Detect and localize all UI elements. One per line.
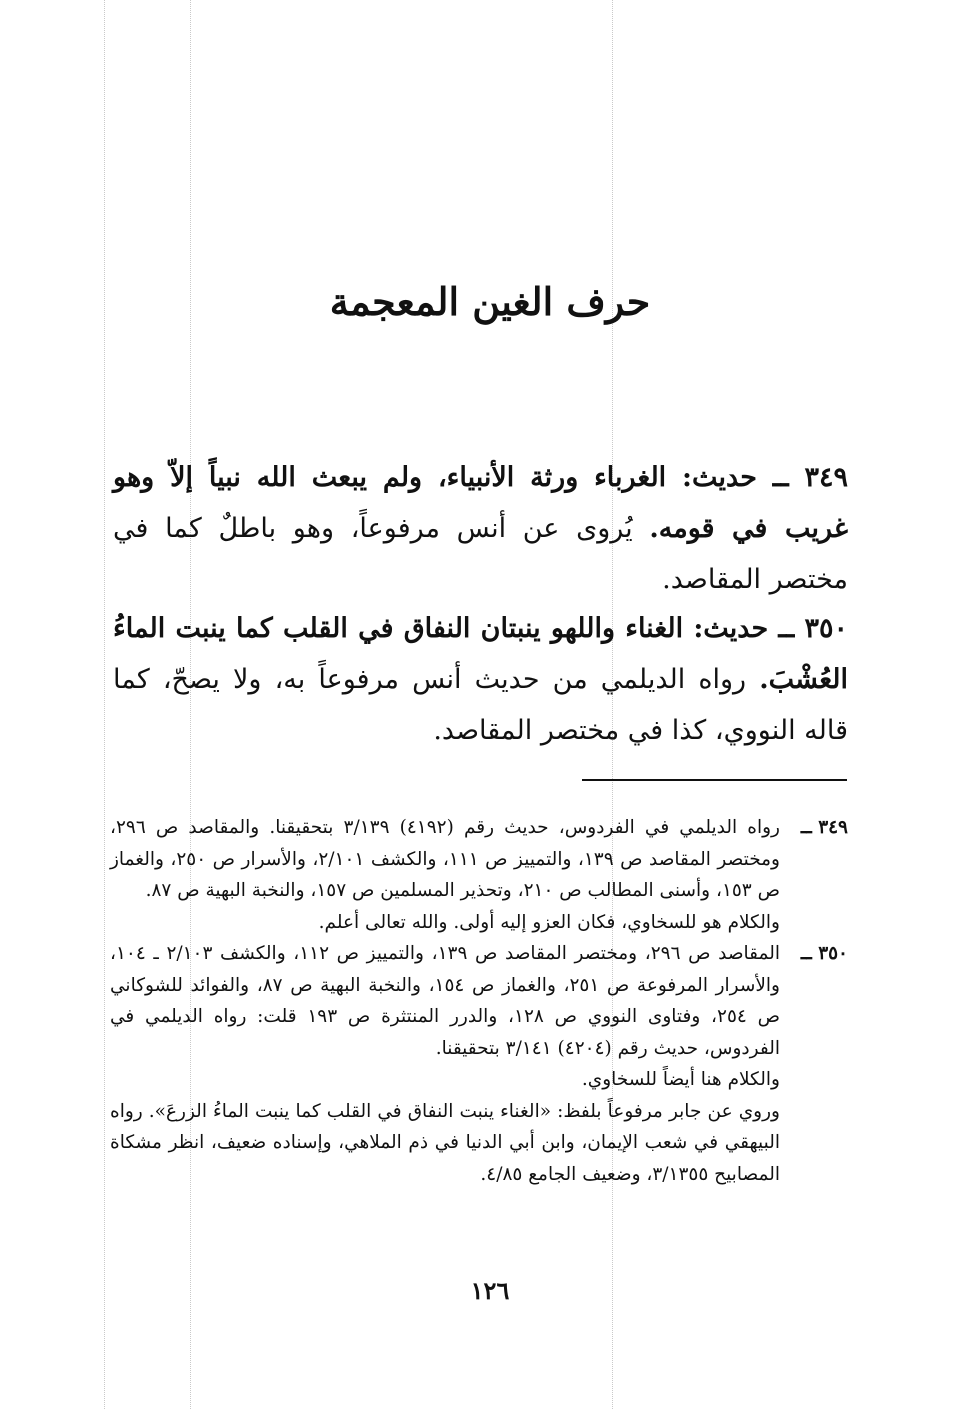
footnotes [110, 812, 848, 1190]
hadith-350-text: رواه الديلمي من حديث أنس مرفوعاً به، ولا يصحّ، كما قاله النووي، كذا في مختصر المقاصد. [113, 664, 848, 746]
footnote-349 [110, 812, 848, 938]
chapter-title: حرف الغين المعجمة [329, 279, 651, 324]
hadith-entry-350 [113, 603, 848, 756]
footnote-paragraph: وروي عن جابر مرفوعاً بلفظ: «الغناء ينبت النفاق في القلب كما ينبت الماءُ الزرعَ». رواه البيهقي في شعب الإيمان، وابن أبي الدنيا في ذم الملاهي، وإسناده ضعيف، انظر مشكاة المصابيح ٣/١٣٥٥، وضعيف الجامع ٤/٨٥. [110, 1100, 780, 1185]
footnote-paragraph: رواه الديلمي في الفردوس، حديث رقم (٤١٩٢) ٣/١٣٩ بتحقيقنا. والمقاصد ص ٢٩٦، ومختصر المقاصد ص ١٣٩، والتمييز ص ١١١، والكشف ٢/١٠١، والأسرار ص ٢٥٠، والغماز ص ١٥٣، وأسنى المطالب ص ٢١٠، وتحذير المسلمين ص ١٥٧، والنخبة البهية ص ٨٧. [110, 817, 780, 901]
footnote-paragraph: المقاصد ص ٢٩٦، ومختصر المقاصد ص ١٣٩، والتمييز ص ١١٢، والكشف ٢/١٠٣ ـ ١٠٤، والأسرار المرفوعة ص ٢٥١، والغماز ص ١٥٤، والنخبة البهية ص ٨٧، والفوائد للشوكاني ص ٢٥٤، وفتاوى النووي ص ١٢٨، والدرر المنتثرة ص ١٩٣ قلت: رواه الديلمي في الفردوس، حديث رقم (٤٢٠٤) ٣/١٤١ بتحقيقنا. [110, 943, 780, 1059]
hadith-349-heading: ٣٤٩ ــ حديث: الغرباء ورثة الأنبياء، ولم يبعث الله نبياً إلاّ وهو غريب في قومه. [113, 462, 848, 544]
footnote-separator [582, 779, 847, 781]
footnote-number: ٣٤٩ ــ [800, 817, 848, 838]
footnote-paragraph: والكلام هنا أيضاً للسخاوي. [581, 1069, 780, 1090]
hadith-350-heading: ٣٥٠ ــ حديث: الغناء واللهو ينبتان النفاق في القلب كما ينبت الماءُ العُشْبَ. [113, 613, 848, 695]
hadith-349-text: يُروى عن أنس مرفوعاً، وهو باطلٌ كما في مختصر المقاصد. [113, 513, 848, 595]
footnote-number: ٣٥٠ ــ [800, 943, 848, 964]
footnote-350 [110, 938, 848, 1190]
page-number: ١٢٦ [470, 1276, 510, 1305]
footnote-paragraph: والكلام هو للسخاوي، فكان العزو إليه أولى. والله تعالى أعلم. [318, 911, 780, 933]
hadith-entry-349 [113, 452, 848, 605]
